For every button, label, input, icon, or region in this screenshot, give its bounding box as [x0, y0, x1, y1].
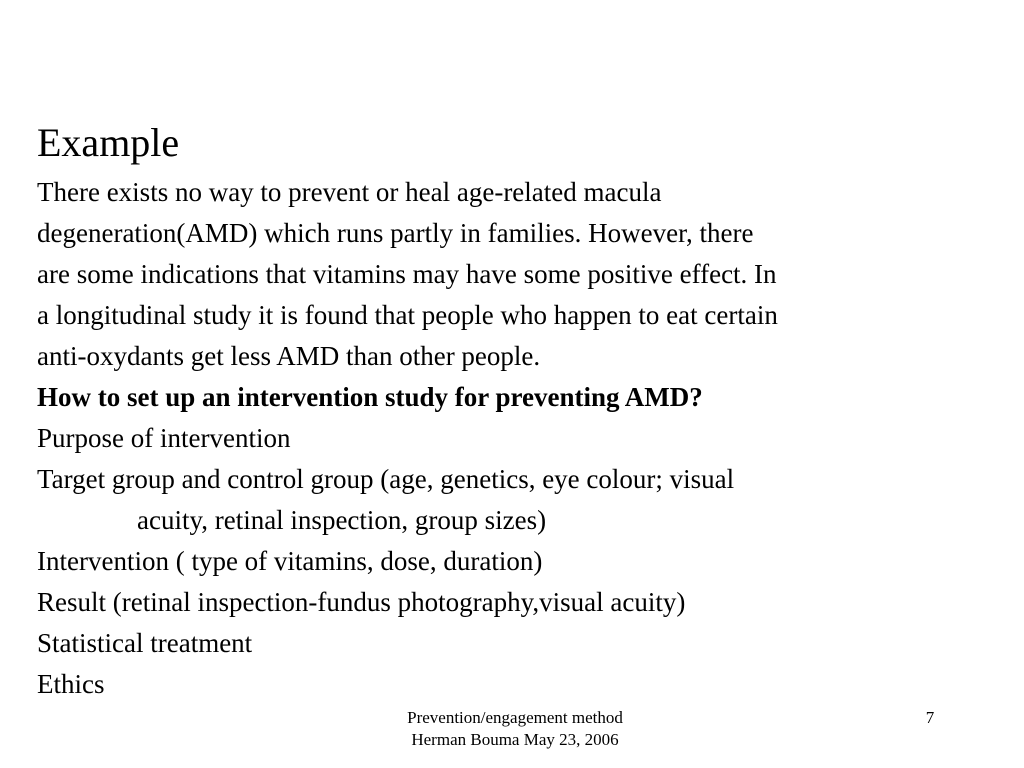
topic-item: Result (retinal inspection-fundus photography,visual acuity)	[37, 587, 686, 617]
page-number: 7	[925, 708, 935, 727]
intro-line: anti-oxydants get less AMD than other people.	[37, 341, 541, 371]
footer-author-date: Herman Bouma May 23, 2006	[411, 730, 619, 749]
topic-item: Purpose of intervention	[37, 423, 291, 453]
topic-list	[37, 418, 997, 705]
slide-content	[37, 116, 997, 705]
intro-paragraph	[37, 172, 997, 377]
footer-course-title: Prevention/engagement method	[407, 708, 623, 727]
intro-line: degeneration(AMD) which runs partly in families. However, there	[37, 218, 754, 248]
topic-item: Ethics	[37, 669, 105, 699]
question-heading: How to set up an intervention study for preventing AMD?	[37, 382, 703, 412]
topic-item-continuation: acuity, retinal inspection, group sizes)	[137, 505, 547, 535]
slide-title: Example	[37, 120, 180, 165]
intro-line: are some indications that vitamins may have some positive effect. In	[37, 259, 777, 289]
topic-item: Target group and control group (age, genetics, eye colour; visual	[37, 464, 735, 494]
intro-line: There exists no way to prevent or heal age-related macula	[37, 177, 662, 207]
topic-item: Statistical treatment	[37, 628, 253, 658]
intro-line: a longitudinal study it is found that people who happen to eat certain	[37, 300, 778, 330]
topic-item: Intervention ( type of vitamins, dose, duration)	[37, 546, 543, 576]
footer-info	[370, 707, 660, 751]
